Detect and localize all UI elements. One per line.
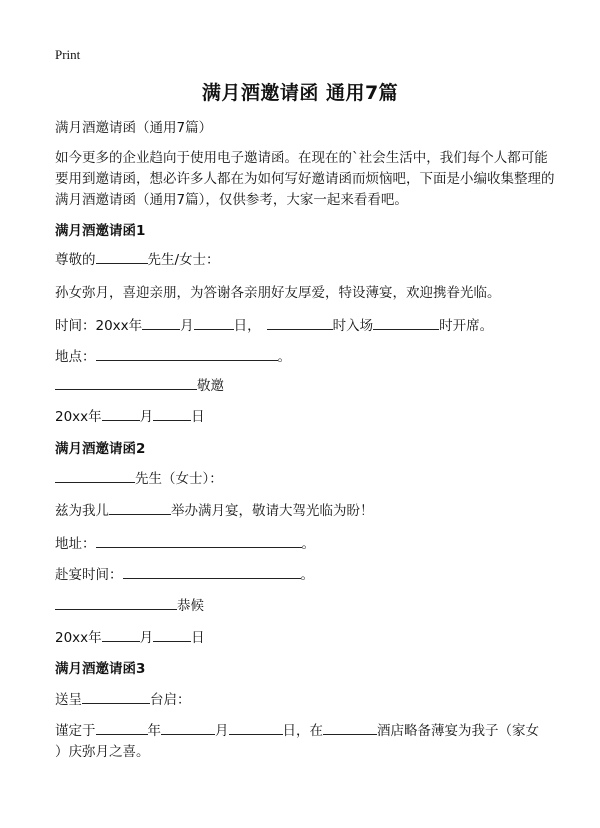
sign-text: 敬邀: [197, 378, 224, 394]
address-label: 地址：: [55, 536, 96, 552]
print-label[interactable]: Print: [55, 47, 81, 62]
place-label: 地点：: [55, 349, 96, 365]
date-day-blank: [153, 406, 191, 421]
time-open: 时开席。: [439, 318, 494, 334]
date-month: 月: [139, 630, 154, 646]
time-month: 月: [180, 318, 194, 334]
section1-body: 孙女弥月，喜迎亲朋，为答谢各亲朋好友厚爱，特设薄宴，欢迎携眷光临。: [55, 285, 501, 301]
body-2: 年: [147, 723, 161, 739]
section3-body-line1: [55, 719, 539, 739]
intro-subtitle: 满月酒邀请函（通用7篇）: [55, 120, 213, 136]
section2-greeting: [55, 467, 223, 487]
section2-date: [55, 626, 205, 646]
greeting-prefix: 尊敬的: [55, 252, 96, 268]
greeting-suffix: 台启：: [150, 692, 191, 708]
address-blank: [96, 533, 302, 548]
signature-blank: [55, 595, 177, 610]
name-blank: [96, 249, 148, 264]
time-label: 赴宴时间：: [55, 567, 123, 583]
section1-place: [55, 345, 291, 365]
day-blank: [229, 720, 283, 735]
month-blank: [142, 315, 180, 330]
open-blank: [373, 315, 439, 330]
time-end: 。: [300, 567, 314, 583]
time-label: 时间：20xx年: [55, 318, 143, 334]
section1-heading: 满月酒邀请函1: [55, 223, 146, 239]
date-day-blank: [153, 627, 191, 642]
section2-body: [55, 499, 374, 519]
place-end: 。: [277, 349, 291, 365]
section1-sign: [55, 374, 224, 394]
section2-heading: 满月酒邀请函2: [55, 441, 146, 457]
name-blank: [55, 468, 135, 483]
section2-address: [55, 532, 315, 552]
greeting-suffix: 先生/女士：: [147, 252, 220, 268]
body-4: 日，在: [282, 723, 323, 739]
date-year: 20xx年: [55, 409, 102, 425]
date-day: 日: [191, 630, 205, 646]
section2-sign: [55, 594, 204, 614]
greeting-suffix: 先生（女士）：: [135, 471, 223, 487]
date-month: 月: [139, 409, 154, 425]
time-day: 日，: [233, 318, 261, 334]
page-title: 满月酒邀请函 通用7篇: [201, 82, 399, 104]
section3-heading: 满月酒邀请函3: [55, 661, 146, 677]
enter-blank: [267, 315, 333, 330]
address-end: 。: [301, 536, 315, 552]
intro-paragraph: 如今更多的企业趋向于使用电子邀请函。在现在的`社会生活中，我们每个人都可能要用到邀请函，想必许多人都在为如何写好邀请函而烦恼吧，下面是小编收集整理的满月酒邀请函（通用7篇），仅供参考，大家一起来看看吧。: [55, 150, 555, 208]
section3-greeting: [55, 688, 191, 708]
body-prefix: 兹为我儿: [55, 503, 109, 519]
body-1: 谨定于: [55, 723, 96, 739]
section3-body-line2: ）庆弥月之喜。: [55, 744, 150, 760]
body-5: 酒店略备薄宴为我子（家女: [377, 723, 539, 739]
recipient-blank: [82, 689, 150, 704]
date-year: 20xx年: [55, 630, 102, 646]
section1-date: [55, 405, 205, 425]
time-blank: [123, 564, 301, 579]
date-month-blank: [102, 406, 140, 421]
year-blank: [96, 720, 148, 735]
sign-text: 恭候: [177, 598, 204, 614]
body-3: 月: [215, 723, 229, 739]
day-blank: [194, 315, 234, 330]
section1-time: [55, 314, 493, 334]
date-month-blank: [102, 627, 140, 642]
child-name-blank: [109, 500, 171, 515]
month-blank: [161, 720, 215, 735]
signature-blank: [55, 375, 197, 390]
greeting-prefix: 送呈: [55, 692, 82, 708]
hotel-blank: [323, 720, 377, 735]
time-enter: 时入场: [332, 318, 374, 334]
body-suffix: 举办满月宴，敬请大驾光临为盼！: [171, 503, 374, 519]
section1-greeting: [55, 248, 220, 268]
section2-time: [55, 563, 314, 583]
date-day: 日: [191, 409, 205, 425]
place-blank: [96, 346, 278, 361]
